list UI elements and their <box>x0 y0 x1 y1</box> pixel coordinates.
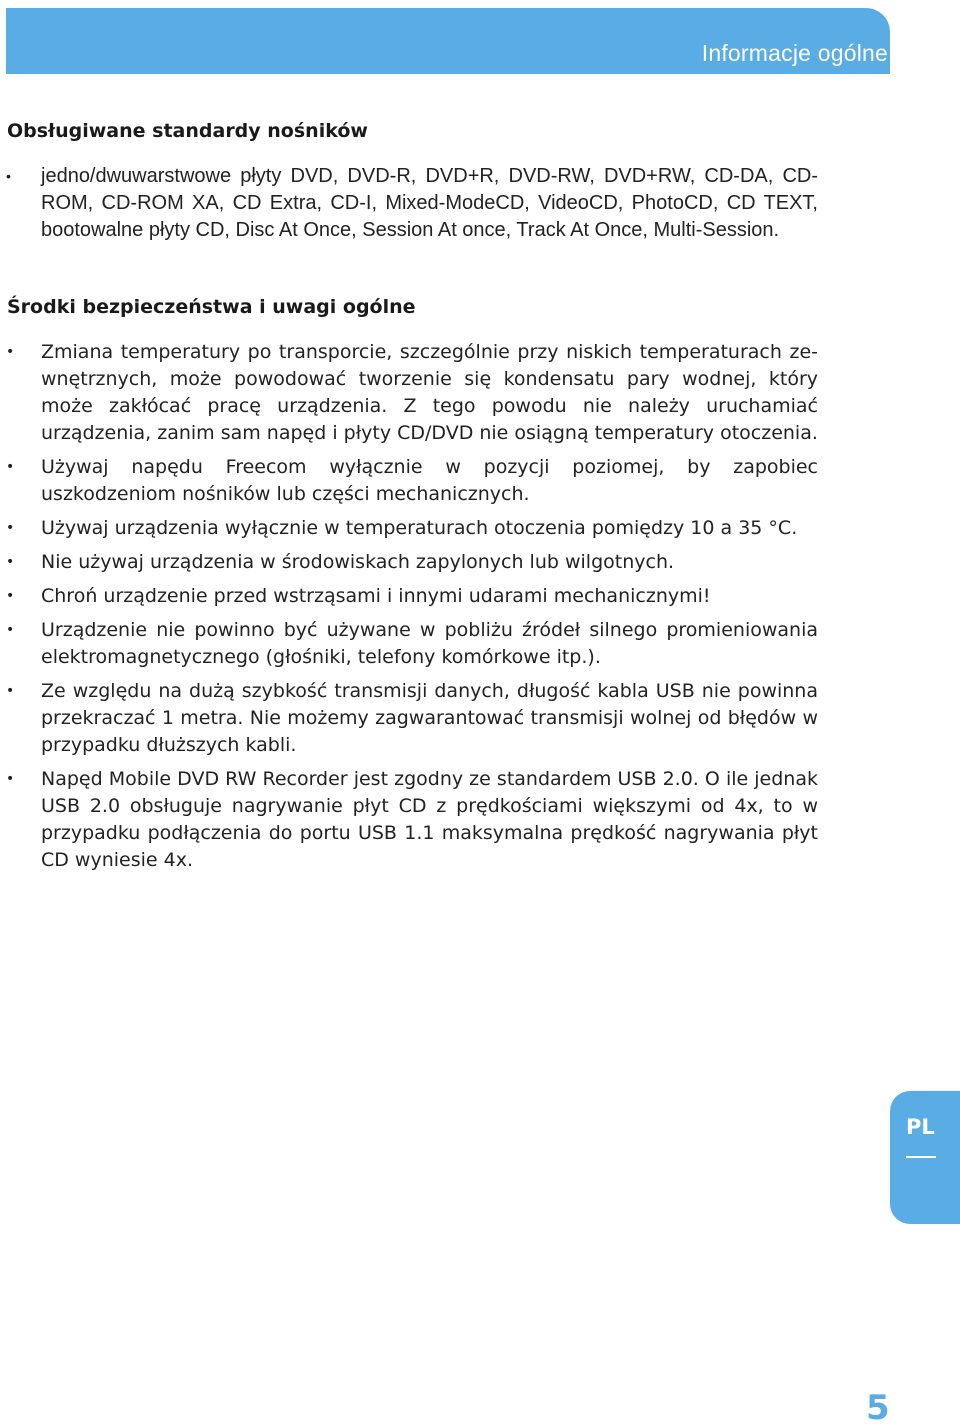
page-title: Informacje ogólne <box>701 40 888 66</box>
list-item <box>0 766 818 874</box>
media-standards-list <box>0 163 818 251</box>
list-item <box>0 617 818 671</box>
list-item <box>0 678 818 759</box>
list-item-text: jedno/dwuwarstwowe płyty DVD, DVD-R, DVD+R, DVD-RW, DVD+RW, CD-DA, CD-ROM, CD-ROM XA, CD Extra, CD-I, Mixed-ModeCD, VideoCD, PhotoCD, CD TEXT, bootowalne płyty CD, Disc At Once, Session At once, Track At Once, Multi-Session. <box>41 165 818 241</box>
list-item <box>0 583 818 610</box>
list-item <box>0 163 818 244</box>
section-heading-media-standards: Obsługiwane standardy nośników <box>7 120 368 142</box>
list-item-text: Urządzenie nie powinno być używane w pobliżu źródeł silnego promieniowania elektromagnetycznego (głośniki, telefony komórkowe itp.). <box>41 619 818 668</box>
language-tab <box>890 1091 960 1224</box>
bullet-icon: • <box>6 588 15 604</box>
bullet-icon: • <box>6 168 11 184</box>
safety-list <box>0 339 818 881</box>
list-item-text: Używaj napędu Freecom wyłącznie w pozycji poziomej, by zapobiec uszkodzeniom nośników lub części mechanicznych. <box>41 456 818 505</box>
bullet-icon: • <box>6 554 15 570</box>
list-item-text: Ze względu na dużą szybkość transmisji danych, długość kabla USB nie powinna przekraczać 1 metra. Nie możemy zagwarantować transmisji wolnej od błędów w przypadku dłuższych kabli. <box>41 680 818 756</box>
bullet-icon: • <box>6 622 15 638</box>
section-heading-safety: Środki bezpieczeństwa i uwagi ogólne <box>7 296 416 318</box>
language-tab-rule <box>906 1156 936 1158</box>
list-item-text: Napęd Mobile DVD RW Recorder jest zgodny ze standardem USB 2.0. O ile jednak USB 2.0 obsługuje nagrywanie płyt CD z prędkościami większymi od 4x, to w przypadku podłączenia do portu USB 1.1 maksymalna prędkość nagrywania płyt CD wyniesie 4x. <box>41 768 818 871</box>
bullet-icon: • <box>6 459 15 475</box>
bullet-icon: • <box>6 344 15 360</box>
list-item <box>0 339 818 447</box>
list-item <box>0 549 818 576</box>
list-item-text: Używaj urządzenia wyłącznie w temperaturach otoczenia pomiędzy 10 a 35 °C. <box>41 517 798 539</box>
language-label: PL <box>906 1115 935 1139</box>
list-item-text: Nie używaj urządzenia w środowiskach zapylonych lub wilgotnych. <box>41 551 675 573</box>
list-item <box>0 454 818 508</box>
bullet-icon: • <box>6 771 15 787</box>
bullet-icon: • <box>6 520 15 536</box>
page-number: 5 <box>866 1388 890 1428</box>
list-item-text: Zmiana temperatury po transporcie, szczególnie przy niskich temperaturach ze-wnętrznych, może powodować tworzenie się kondensatu pary wodnej, który może zakłócać pracę urządzenia. Z tego powodu nie należy uruchamiać urządzenia, zanim sam napęd i płyty CD/DVD nie osiągną temperatury otoczenia. <box>41 341 818 444</box>
list-item <box>0 515 818 542</box>
bullet-icon: • <box>6 683 15 699</box>
list-item-text: Chroń urządzenie przed wstrząsami i innymi udarami mechanicznymi! <box>41 585 711 607</box>
